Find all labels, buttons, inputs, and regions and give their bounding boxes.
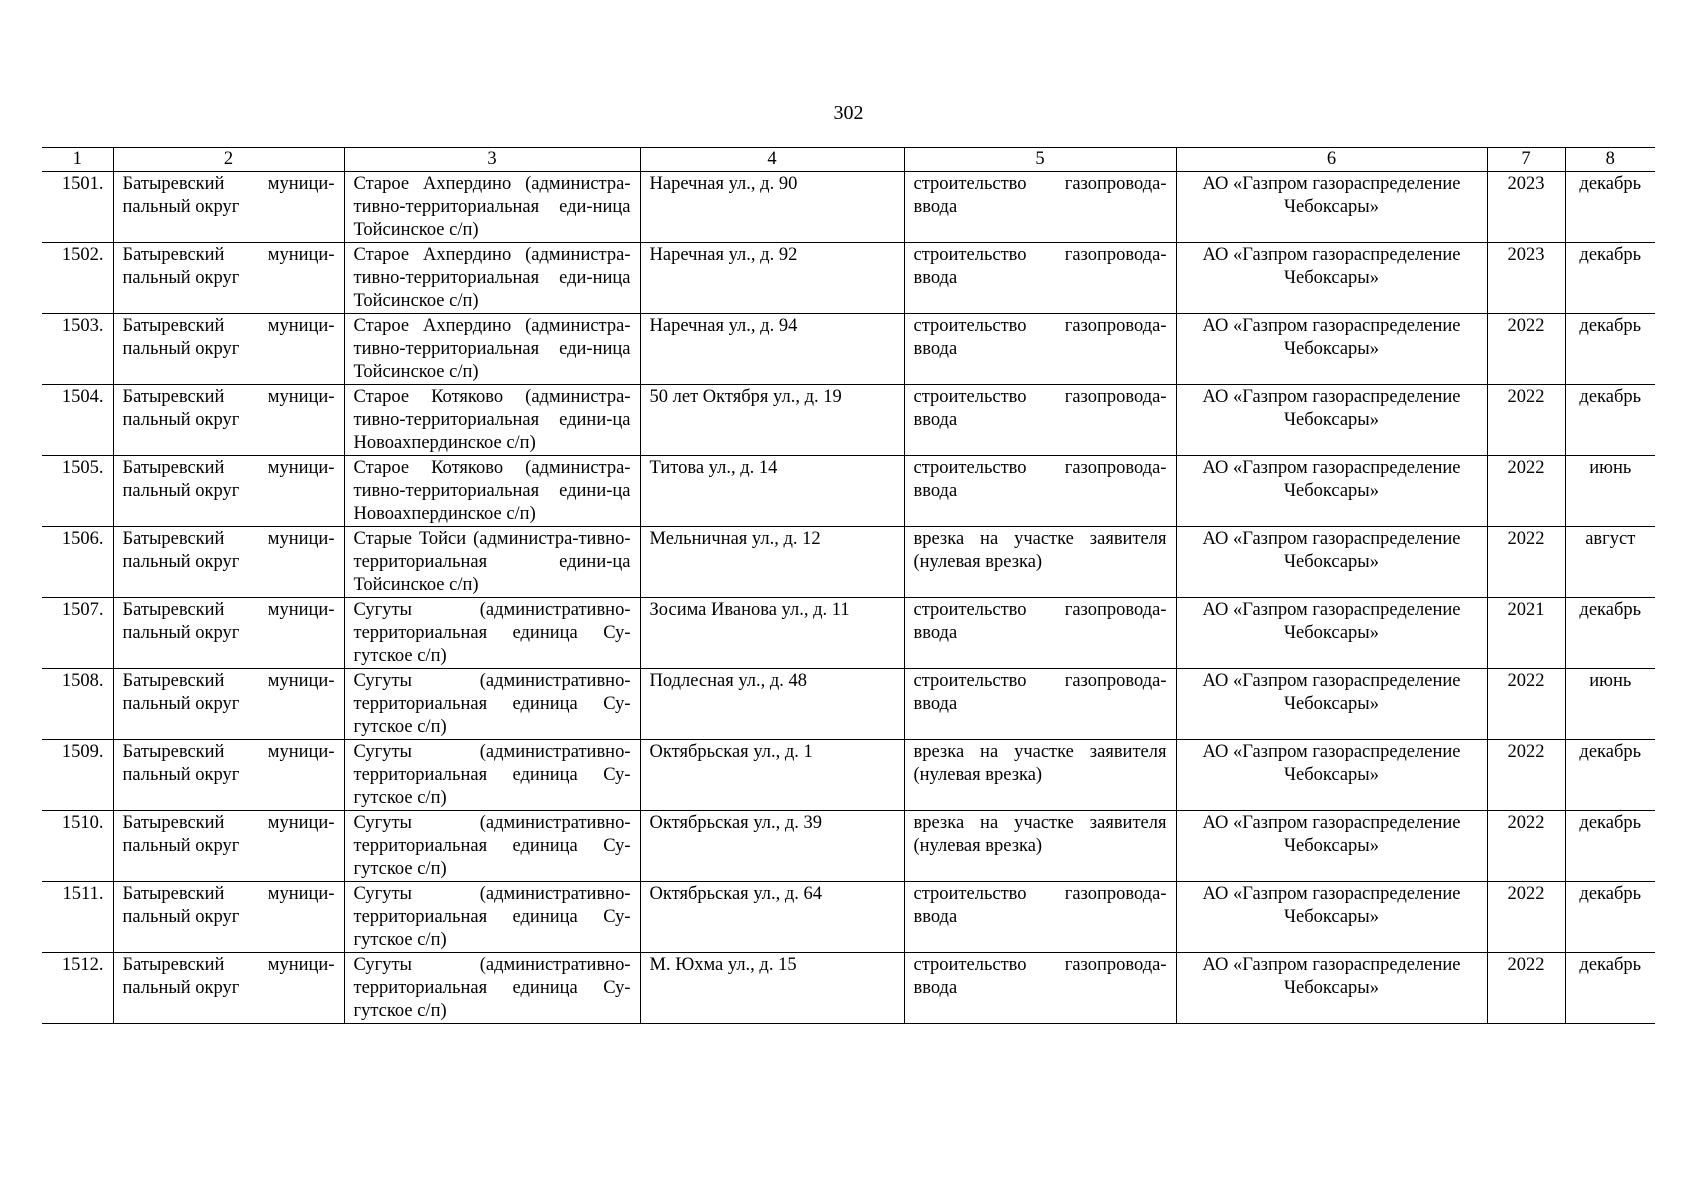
settlement-cell: Старые Тойси (администра-тивно-территориальная едини-ца Тойсинское с/п) [344, 527, 640, 598]
organization-cell: АО «Газпром газораспределение Чебоксары» [1176, 811, 1487, 882]
work-type-cell: строительство газопровода-ввода [904, 172, 1176, 243]
work-type-cell: строительство газопровода-ввода [904, 456, 1176, 527]
table-row [42, 598, 1655, 669]
address-cell: 50 лет Октября ул., д. 19 [640, 385, 904, 456]
address-cell: Подлесная ул., д. 48 [640, 669, 904, 740]
table-row [42, 314, 1655, 385]
row-number-cell: 1501. [42, 172, 113, 243]
month-cell: декабрь [1565, 740, 1655, 811]
organization-cell: АО «Газпром газораспределение Чебоксары» [1176, 598, 1487, 669]
column-number-row [42, 148, 1655, 172]
organization-cell: АО «Газпром газораспределение Чебоксары» [1176, 243, 1487, 314]
row-number-cell: 1505. [42, 456, 113, 527]
column-header: 6 [1176, 148, 1487, 172]
gas-connection-table [42, 147, 1655, 1024]
district-cell: Батыревский муници-пальный округ [113, 953, 344, 1024]
settlement-cell: Старое Ахпердино (администра-тивно-территориальная еди-ница Тойсинское с/п) [344, 243, 640, 314]
year-cell: 2021 [1487, 598, 1565, 669]
row-number-cell: 1507. [42, 598, 113, 669]
year-cell: 2022 [1487, 882, 1565, 953]
table-row [42, 811, 1655, 882]
month-cell: июнь [1565, 456, 1655, 527]
settlement-cell: Сугуты (административно-территориальная единица Су-гутское с/п) [344, 669, 640, 740]
table-row [42, 243, 1655, 314]
table-body [42, 172, 1655, 1024]
address-cell: М. Юхма ул., д. 15 [640, 953, 904, 1024]
column-header: 5 [904, 148, 1176, 172]
settlement-cell: Старое Ахпердино (администра-тивно-территориальная еди-ница Тойсинское с/п) [344, 314, 640, 385]
district-cell: Батыревский муници-пальный округ [113, 385, 344, 456]
column-header: 3 [344, 148, 640, 172]
table-row [42, 740, 1655, 811]
settlement-cell: Сугуты (административно-территориальная единица Су-гутское с/п) [344, 882, 640, 953]
district-cell: Батыревский муници-пальный округ [113, 882, 344, 953]
settlement-cell: Сугуты (административно-территориальная единица Су-гутское с/п) [344, 740, 640, 811]
year-cell: 2022 [1487, 740, 1565, 811]
table-row [42, 882, 1655, 953]
row-number-cell: 1511. [42, 882, 113, 953]
work-type-cell: строительство газопровода-ввода [904, 953, 1176, 1024]
table-row [42, 385, 1655, 456]
work-type-cell: строительство газопровода-ввода [904, 243, 1176, 314]
work-type-cell: врезка на участке заявителя (нулевая врезка) [904, 740, 1176, 811]
year-cell: 2022 [1487, 385, 1565, 456]
settlement-cell: Сугуты (административно-территориальная единица Су-гутское с/п) [344, 598, 640, 669]
work-type-cell: врезка на участке заявителя (нулевая врезка) [904, 811, 1176, 882]
work-type-cell: строительство газопровода-ввода [904, 385, 1176, 456]
organization-cell: АО «Газпром газораспределение Чебоксары» [1176, 527, 1487, 598]
organization-cell: АО «Газпром газораспределение Чебоксары» [1176, 740, 1487, 811]
settlement-cell: Старое Котяково (администра-тивно-территориальная едини-ца Новоахпердинское с/п) [344, 385, 640, 456]
column-header: 1 [42, 148, 113, 172]
district-cell: Батыревский муници-пальный округ [113, 243, 344, 314]
row-number-cell: 1506. [42, 527, 113, 598]
month-cell: декабрь [1565, 598, 1655, 669]
column-header: 8 [1565, 148, 1655, 172]
address-cell: Титова ул., д. 14 [640, 456, 904, 527]
organization-cell: АО «Газпром газораспределение Чебоксары» [1176, 456, 1487, 527]
organization-cell: АО «Газпром газораспределение Чебоксары» [1176, 172, 1487, 243]
row-number-cell: 1503. [42, 314, 113, 385]
page-number: 302 [833, 102, 864, 124]
year-cell: 2023 [1487, 172, 1565, 243]
year-cell: 2022 [1487, 669, 1565, 740]
table-row [42, 669, 1655, 740]
settlement-cell: Сугуты (административно-территориальная единица Су-гутское с/п) [344, 953, 640, 1024]
row-number-cell: 1504. [42, 385, 113, 456]
month-cell: декабрь [1565, 243, 1655, 314]
month-cell: июнь [1565, 669, 1655, 740]
column-header: 2 [113, 148, 344, 172]
table-row [42, 953, 1655, 1024]
address-cell: Наречная ул., д. 90 [640, 172, 904, 243]
district-cell: Батыревский муници-пальный округ [113, 172, 344, 243]
work-type-cell: строительство газопровода-ввода [904, 314, 1176, 385]
district-cell: Батыревский муници-пальный округ [113, 598, 344, 669]
table-row [42, 172, 1655, 243]
month-cell: декабрь [1565, 172, 1655, 243]
row-number-cell: 1512. [42, 953, 113, 1024]
year-cell: 2022 [1487, 953, 1565, 1024]
settlement-cell: Старое Ахпердино (администра-тивно-территориальная еди-ница Тойсинское с/п) [344, 172, 640, 243]
work-type-cell: строительство газопровода-ввода [904, 882, 1176, 953]
month-cell: декабрь [1565, 314, 1655, 385]
address-cell: Октябрьская ул., д. 64 [640, 882, 904, 953]
organization-cell: АО «Газпром газораспределение Чебоксары» [1176, 385, 1487, 456]
month-cell: август [1565, 527, 1655, 598]
organization-cell: АО «Газпром газораспределение Чебоксары» [1176, 953, 1487, 1024]
work-type-cell: врезка на участке заявителя (нулевая врезка) [904, 527, 1176, 598]
district-cell: Батыревский муници-пальный округ [113, 811, 344, 882]
settlement-cell: Сугуты (административно-территориальная единица Су-гутское с/п) [344, 811, 640, 882]
row-number-cell: 1508. [42, 669, 113, 740]
row-number-cell: 1502. [42, 243, 113, 314]
year-cell: 2023 [1487, 243, 1565, 314]
month-cell: декабрь [1565, 385, 1655, 456]
organization-cell: АО «Газпром газораспределение Чебоксары» [1176, 882, 1487, 953]
year-cell: 2022 [1487, 811, 1565, 882]
column-header: 4 [640, 148, 904, 172]
row-number-cell: 1509. [42, 740, 113, 811]
organization-cell: АО «Газпром газораспределение Чебоксары» [1176, 669, 1487, 740]
address-cell: Мельничная ул., д. 12 [640, 527, 904, 598]
month-cell: декабрь [1565, 953, 1655, 1024]
address-cell: Наречная ул., д. 94 [640, 314, 904, 385]
address-cell: Наречная ул., д. 92 [640, 243, 904, 314]
column-header: 7 [1487, 148, 1565, 172]
organization-cell: АО «Газпром газораспределение Чебоксары» [1176, 314, 1487, 385]
settlement-cell: Старое Котяково (администра-тивно-территориальная едини-ца Новоахпердинское с/п) [344, 456, 640, 527]
address-cell: Октябрьская ул., д. 1 [640, 740, 904, 811]
table-row [42, 527, 1655, 598]
year-cell: 2022 [1487, 314, 1565, 385]
district-cell: Батыревский муници-пальный округ [113, 740, 344, 811]
address-cell: Октябрьская ул., д. 39 [640, 811, 904, 882]
district-cell: Батыревский муници-пальный округ [113, 669, 344, 740]
month-cell: декабрь [1565, 882, 1655, 953]
row-number-cell: 1510. [42, 811, 113, 882]
district-cell: Батыревский муници-пальный округ [113, 314, 344, 385]
address-cell: Зосима Иванова ул., д. 11 [640, 598, 904, 669]
table-row [42, 456, 1655, 527]
work-type-cell: строительство газопровода-ввода [904, 598, 1176, 669]
year-cell: 2022 [1487, 527, 1565, 598]
work-type-cell: строительство газопровода-ввода [904, 669, 1176, 740]
year-cell: 2022 [1487, 456, 1565, 527]
district-cell: Батыревский муници-пальный округ [113, 527, 344, 598]
district-cell: Батыревский муници-пальный округ [113, 456, 344, 527]
month-cell: декабрь [1565, 811, 1655, 882]
